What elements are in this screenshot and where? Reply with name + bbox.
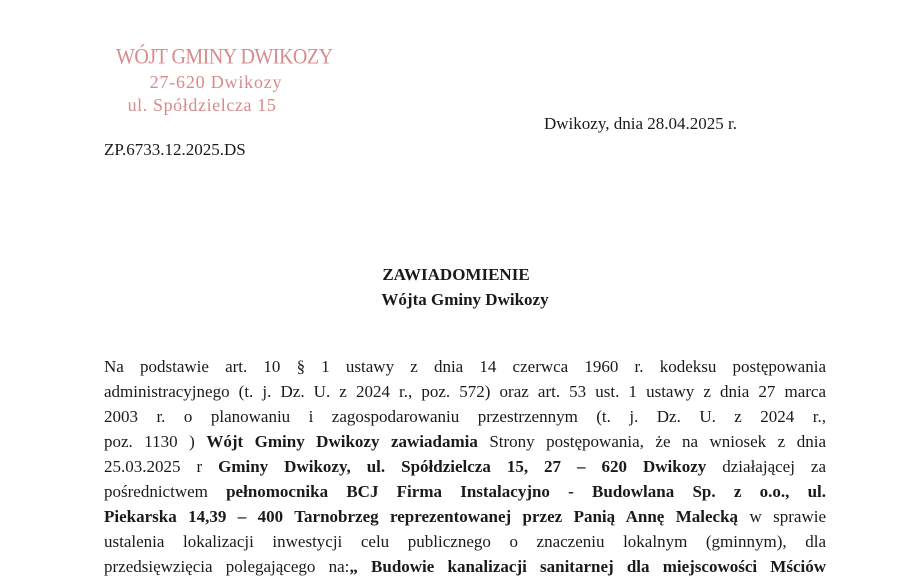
text: 2003 r. o planowaniu i zagospodarowaniu przestrzennym (t. j. Dz. U. z 2024 r., bbox=[104, 407, 826, 426]
bold-text: Gminy Dwikozy, ul. Spółdzielcza 15, 27 – 620 Dwikozy bbox=[218, 457, 707, 476]
body-line bbox=[104, 404, 826, 429]
title-sub: Wójta Gminy Dwikozy bbox=[381, 290, 549, 309]
stamp-postal: 27-620 Dwikozy bbox=[149, 72, 283, 92]
bold-text: Wójt Gminy Dwikozy zawiadamia bbox=[206, 432, 478, 451]
stamp-title: WÓJT GMINY DWIKOZY bbox=[116, 44, 333, 70]
document-title bbox=[0, 262, 920, 312]
text: 25.03.2025 r bbox=[104, 457, 219, 476]
text: Na podstawie art. 10 § 1 ustawy z dnia 14 czerwca 1960 r. kodeksu postępowania bbox=[104, 357, 826, 376]
bold-text: pełnomocnika BCJ Firma Instalacyjno - Budowlana Sp. z o.o., ul. bbox=[226, 482, 827, 501]
text: poz. 1130 ) bbox=[104, 432, 207, 451]
text: ustalenia lokalizacji inwestycji celu publicznego o znaczeniu lokalnym (gminnym), dla bbox=[104, 532, 826, 551]
body-line bbox=[104, 479, 826, 504]
text: w sprawie bbox=[738, 507, 826, 526]
body-line bbox=[104, 554, 826, 579]
document-body bbox=[104, 354, 826, 579]
body-line bbox=[104, 454, 826, 479]
stamp-street: ul. Spółdzielcza 15 bbox=[127, 95, 277, 115]
body-line bbox=[104, 354, 826, 379]
text: działającej za bbox=[706, 457, 826, 476]
place-date: Dwikozy, dnia 28.04.2025 r. bbox=[544, 114, 737, 133]
text: pośrednictwem bbox=[104, 482, 227, 501]
bold-text: „ Budowie kanalizacji sanitarnej dla miejscowości Mściów bbox=[349, 557, 826, 576]
body-line bbox=[104, 379, 826, 404]
bold-text: Piekarska 14,39 – 400 Tarnobrzeg reprezentowanej przez Panią Annę Malecką bbox=[104, 507, 739, 526]
body-line bbox=[104, 529, 826, 554]
body-line bbox=[104, 504, 826, 529]
text: Strony postępowania, że na wniosek z dnia bbox=[477, 432, 826, 451]
official-stamp bbox=[116, 44, 333, 116]
title-main: ZAWIADOMIENIE bbox=[382, 265, 530, 284]
reference-number: ZP.6733.12.2025.DS bbox=[104, 140, 246, 159]
text: przedsięwzięcia polegającego na: bbox=[104, 557, 350, 576]
text: administracyjnego (t. j. Dz. U. z 2024 r., poz. 572) oraz art. 53 ust. 1 ustawy z dnia 27 marca bbox=[104, 382, 826, 401]
body-line bbox=[104, 429, 826, 454]
